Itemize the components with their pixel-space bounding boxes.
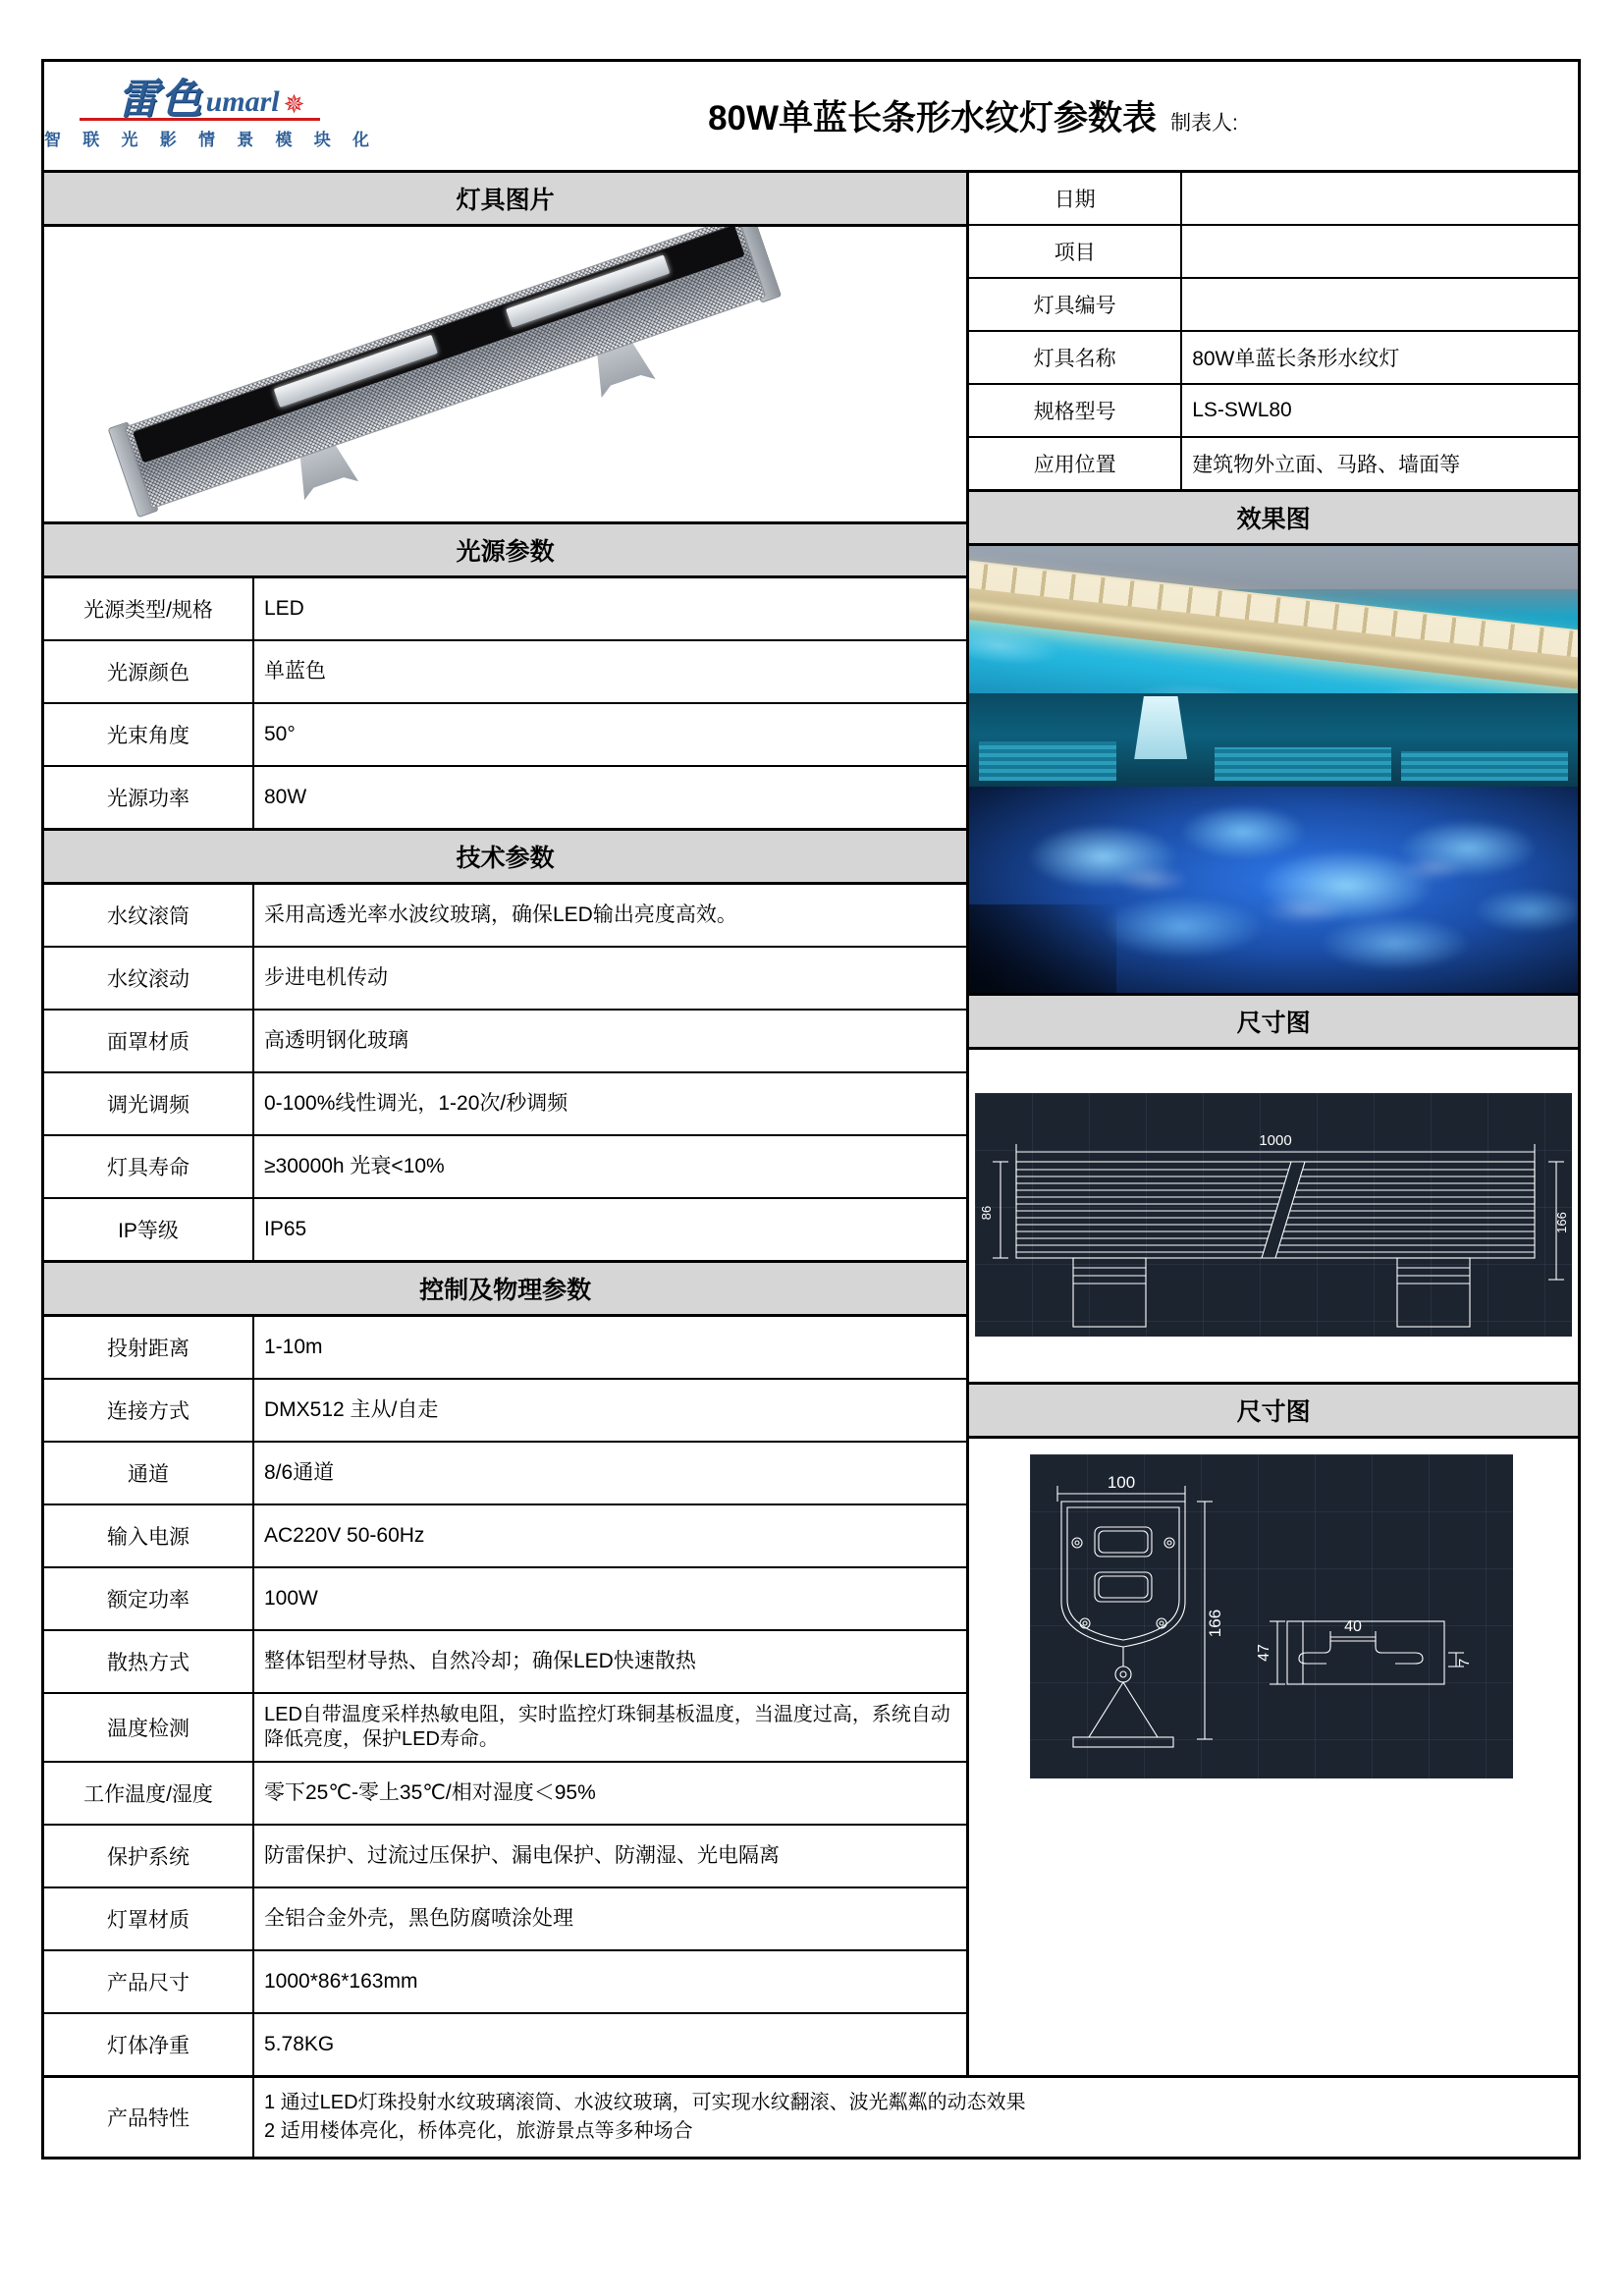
water-caustics-photo	[969, 787, 1578, 993]
effect-photo	[969, 546, 1578, 996]
identification-table	[969, 173, 1578, 492]
table-row	[44, 2014, 966, 2075]
row-label: 应用位置	[969, 438, 1182, 489]
left-column	[44, 173, 969, 2075]
dim-slot-depth-label: 7	[1456, 1658, 1474, 1667]
material-stack	[979, 741, 1116, 781]
row-value[interactable]: 80W单蓝长条形水纹灯	[1192, 348, 1400, 370]
row-value: 整体铝型材导热、自然冷却；确保LED快速散热	[264, 1649, 696, 1672]
row-label: 光束角度	[44, 704, 254, 765]
row-value: ≥30000h 光衰<10%	[264, 1154, 445, 1177]
row-value: 5.78KG	[264, 2032, 335, 2055]
row-label: 光源颜色	[44, 641, 254, 702]
logo-tagline: 智 联 光 影 情 景 模 块 化	[44, 130, 378, 149]
table-row	[44, 1826, 966, 1888]
table-row	[44, 948, 966, 1011]
row-label: 通道	[44, 1443, 254, 1503]
row-label: 日期	[969, 173, 1182, 224]
sheet-header	[44, 62, 1578, 173]
row-label: 温度检测	[44, 1694, 254, 1761]
row-value: 采用高透光率水波纹玻璃，确保LED输出亮度高效。	[264, 902, 737, 926]
table-row	[44, 1136, 966, 1199]
row-value: 零下25℃-零上35℃/相对湿度＜95%	[264, 1780, 596, 1804]
product-features-row	[44, 2075, 1578, 2157]
right-column	[969, 173, 1578, 2075]
table-row	[44, 767, 966, 828]
table-row	[969, 385, 1578, 438]
row-label: 产品尺寸	[44, 1951, 254, 2012]
table-row	[44, 1443, 966, 1505]
section-header-light-source: 光源参数	[44, 524, 966, 578]
table-row	[44, 578, 966, 641]
row-value: AC220V 50-60Hz	[264, 1523, 425, 1547]
table-row	[44, 641, 966, 704]
row-value: 高透明钢化玻璃	[264, 1028, 408, 1052]
row-value	[254, 2078, 1578, 2157]
table-row	[969, 226, 1578, 279]
row-label: 投射距离	[44, 1317, 254, 1378]
table-row	[44, 1631, 966, 1694]
table-row	[969, 279, 1578, 332]
row-value: 1000*86*163mm	[264, 1969, 418, 1993]
row-value: 全铝合金外壳，黑色防腐喷涂处理	[264, 1906, 573, 1930]
row-value: 100W	[264, 1586, 318, 1610]
logo-chinese-text: 雷色	[117, 78, 204, 124]
table-row	[969, 438, 1578, 492]
section-header-effect: 效果图	[969, 492, 1578, 546]
tech-table	[44, 885, 966, 1260]
table-row	[44, 885, 966, 948]
row-label: 产品特性	[44, 2078, 254, 2157]
dimension-drawing-2	[969, 1439, 1578, 1863]
row-label: 光源类型/规格	[44, 578, 254, 639]
row-label: 灯罩材质	[44, 1888, 254, 1949]
row-value: 防雷保护、过流过压保护、漏电保护、防潮湿、光电隔离	[264, 1843, 780, 1867]
row-value[interactable]: LS-SWL80	[1192, 399, 1292, 421]
row-value[interactable]	[1182, 279, 1578, 330]
section-header-dimension-2: 尺寸图	[969, 1382, 1578, 1439]
row-value: 0-100%线性调光，1-20次/秒调频	[264, 1091, 568, 1115]
preparer-label: 制表人:	[1170, 112, 1238, 135]
dim-width-label: 100	[1108, 1473, 1136, 1492]
row-label: 面罩材质	[44, 1011, 254, 1071]
product-photo	[44, 227, 966, 524]
row-label: 连接方式	[44, 1380, 254, 1441]
row-value: LED	[264, 596, 304, 620]
row-value: 50°	[264, 722, 296, 745]
linear-wall-washer-illustration	[107, 227, 826, 524]
spec-sheet	[41, 59, 1581, 2159]
cad-canvas-side-view	[975, 1093, 1572, 1337]
dim-height-label: 166	[1206, 1609, 1225, 1638]
row-label: 灯具寿命	[44, 1136, 254, 1197]
row-label: 光源功率	[44, 767, 254, 828]
row-value: 单蓝色	[264, 659, 326, 683]
table-row	[44, 1888, 966, 1951]
company-logo	[44, 78, 378, 150]
table-row	[44, 1380, 966, 1443]
table-row	[44, 1199, 966, 1260]
material-stack	[1215, 747, 1391, 781]
logo-latin-text: umarl	[205, 84, 280, 118]
section-header-tech: 技术参数	[44, 828, 966, 885]
row-label: 水纹滚动	[44, 948, 254, 1009]
row-label: 散热方式	[44, 1631, 254, 1692]
row-value[interactable]	[1182, 173, 1578, 224]
row-label: 调光调频	[44, 1073, 254, 1134]
table-row	[44, 1763, 966, 1826]
dim-bracket-height-label: 47	[1256, 1644, 1273, 1662]
row-label: IP等级	[44, 1199, 254, 1260]
bridge-effect-photo	[969, 546, 1578, 787]
row-label: 灯具编号	[969, 279, 1182, 330]
table-row	[44, 1011, 966, 1073]
table-row	[44, 1951, 966, 2014]
dim-depth-label: 166	[1554, 1212, 1570, 1233]
row-label: 规格型号	[969, 385, 1182, 436]
section-header-control: 控制及物理参数	[44, 1260, 966, 1317]
dim-height-label: 86	[979, 1205, 995, 1221]
lamp-front-face	[133, 227, 745, 463]
dim-length-label: 1000	[1259, 1132, 1292, 1149]
feature-line-2: 2 适用楼体亮化，桥体亮化，旅游景点等多种场合	[264, 2120, 693, 2142]
section-header-photo: 灯具图片	[44, 173, 966, 227]
logo-wordmark	[117, 78, 305, 124]
row-value: 80W	[264, 785, 307, 808]
shadow-corner	[969, 904, 1116, 993]
row-label: 额定功率	[44, 1568, 254, 1629]
row-value: 步进电机传动	[264, 965, 388, 989]
light-source-table	[44, 578, 966, 828]
star-icon: ✵	[283, 88, 305, 119]
control-table	[44, 1317, 966, 2075]
dim-slot-width-label: 40	[1344, 1618, 1363, 1635]
lamp-housing	[124, 227, 767, 509]
section-header-dimension-1: 尺寸图	[969, 996, 1578, 1050]
table-row	[969, 332, 1578, 385]
page-title-block	[368, 91, 1578, 140]
row-label: 项目	[969, 226, 1182, 277]
front-view-svg	[1030, 1454, 1513, 1778]
row-label: 输入电源	[44, 1505, 254, 1566]
row-label: 灯具名称	[969, 332, 1182, 383]
row-value: 1-10m	[264, 1335, 323, 1358]
material-stack	[1401, 751, 1568, 781]
table-row	[44, 1568, 966, 1631]
page-title: 80W单蓝长条形水纹灯参数表	[708, 99, 1158, 137]
row-value: IP65	[264, 1217, 307, 1240]
row-value[interactable]: 建筑物外立面、马路、墙面等	[1192, 454, 1461, 476]
table-row	[44, 1694, 966, 1763]
feature-line-1: 1 通过LED灯珠投射水纹玻璃滚筒、水波纹玻璃，可实现水纹翻滚、波光粼粼的动态效果	[264, 2092, 1026, 2113]
table-row	[969, 173, 1578, 226]
row-label: 灯体净重	[44, 2014, 254, 2075]
row-value: LED自带温度采样热敏电阻，实时监控灯珠铜基板温度，当温度过高，系统自动降低亮度，保护LED寿命。	[264, 1704, 950, 1750]
row-label: 工作温度/湿度	[44, 1763, 254, 1824]
table-row	[44, 1505, 966, 1568]
sheet-body	[44, 173, 1578, 2075]
row-value: DMX512 主从/自走	[264, 1397, 439, 1421]
table-row	[44, 1317, 966, 1380]
cad-canvas-front-view	[1030, 1454, 1513, 1778]
table-row	[44, 1073, 966, 1136]
side-view-svg	[975, 1093, 1572, 1337]
row-label: 保护系统	[44, 1826, 254, 1886]
table-row	[44, 704, 966, 767]
row-value[interactable]	[1182, 226, 1578, 277]
dimension-drawing-1	[969, 1050, 1578, 1382]
row-label: 水纹滚筒	[44, 885, 254, 946]
row-value: 8/6通道	[264, 1460, 335, 1484]
